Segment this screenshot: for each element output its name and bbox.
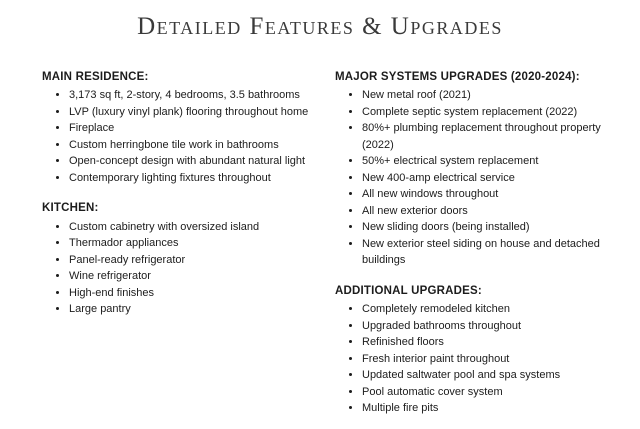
- list-item: • Wine refrigerator: [69, 268, 321, 285]
- list-item: • Contemporary lighting fixtures throughout: [69, 170, 321, 187]
- list-item: • High-end finishes: [69, 285, 321, 302]
- list-item: • Refinished floors: [362, 334, 614, 351]
- column-left: [42, 69, 321, 417]
- feature-list: [335, 87, 614, 269]
- list-item: • 3,173 sq ft, 2-story, 4 bedrooms, 3.5 bathrooms: [69, 87, 321, 104]
- list-item: • New exterior steel siding on house and detached buildings: [362, 236, 614, 269]
- feature-list: [42, 87, 321, 186]
- column-right: [335, 69, 614, 417]
- list-item: • Completely remodeled kitchen: [362, 301, 614, 318]
- list-item: • Open-concept design with abundant natural light: [69, 153, 321, 170]
- feature-section: [335, 69, 614, 269]
- list-item: • Custom herringbone tile work in bathrooms: [69, 137, 321, 154]
- list-item: • Panel-ready refrigerator: [69, 252, 321, 269]
- list-item: • LVP (luxury vinyl plank) flooring throughout home: [69, 104, 321, 121]
- content-columns: [0, 44, 640, 417]
- feature-section: [335, 283, 614, 417]
- list-item: • Fireplace: [69, 120, 321, 137]
- list-item: • All new exterior doors: [362, 203, 614, 220]
- list-item: • Pool automatic cover system: [362, 384, 614, 401]
- list-item: • New 400-amp electrical service: [362, 170, 614, 187]
- list-item: • Multiple fire pits: [362, 400, 614, 417]
- section-heading: MAJOR SYSTEMS UPGRADES (2020-2024):: [335, 70, 580, 83]
- feature-list: [335, 301, 614, 417]
- list-item: • Large pantry: [69, 301, 321, 318]
- list-item: • Upgraded bathrooms throughout: [362, 318, 614, 335]
- list-item: • 80%+ plumbing replacement throughout property (2022): [362, 120, 614, 153]
- list-item: • 50%+ electrical system replacement: [362, 153, 614, 170]
- section-heading: MAIN RESIDENCE:: [42, 70, 149, 83]
- list-item: • New metal roof (2021): [362, 87, 614, 104]
- list-item: • Fresh interior paint throughout: [362, 351, 614, 368]
- list-item: • Complete septic system replacement (2022): [362, 104, 614, 121]
- list-item: • All new windows throughout: [362, 186, 614, 203]
- list-item: • Custom cabinetry with oversized island: [69, 219, 321, 236]
- feature-section: [42, 200, 321, 318]
- feature-list: [42, 219, 321, 318]
- section-heading: KITCHEN:: [42, 202, 99, 214]
- section-heading: ADDITIONAL UPGRADES:: [335, 284, 482, 297]
- list-item: • Thermador appliances: [69, 235, 321, 252]
- list-item: • Updated saltwater pool and spa systems: [362, 367, 614, 384]
- feature-section: [42, 69, 321, 187]
- list-item: • New sliding doors (being installed): [362, 219, 614, 236]
- page-title: Detailed Features & Upgrades: [137, 13, 503, 40]
